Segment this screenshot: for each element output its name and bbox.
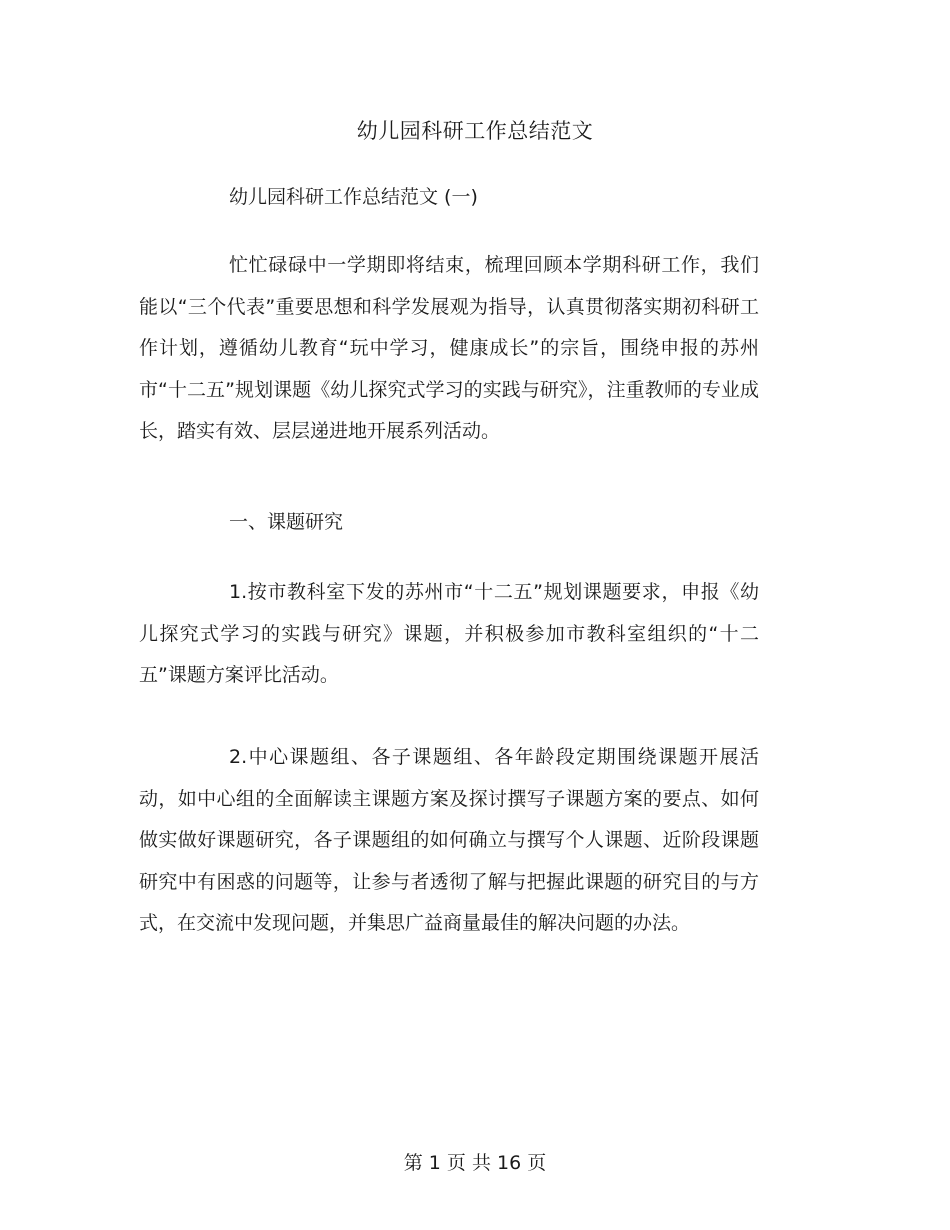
- document-subtitle: 幼儿园科研工作总结范文 (一): [229, 186, 478, 208]
- item-paragraph-2: 2.中心课题组、各子课题组、各年龄段定期围绕课题开展活动，如中心组的全面解读主课题方案及探讨撰写子课题方案的要点、如何做实做好课题研究，各子课题组的如何确立与撰写个人课题、近阶段课题研究中有困惑的问题等，让参与者透彻了解与把握此课题的研究目的与方式，在交流中发现问题，并集思广益商量最佳的解决问题的办法。: [139, 746, 759, 934]
- item-paragraph-1: 1.按市教科室下发的苏州市“十二五”规划课题要求，申报《幼儿探究式学习的实践与研究》课题，并积极参加市教科室组织的“十二五”课题方案评比活动。: [139, 581, 759, 686]
- page-footer: 第 1 页 共 16 页: [403, 1152, 547, 1174]
- intro-paragraph: 忙忙碌碌中一学期即将结束，梳理回顾本学期科研工作，我们能以“三个代表”重要思想和科学发展观为指导，认真贯彻落实期初科研工作计划，遵循幼儿教育“玩中学习，健康成长”的宗旨，围绕申报的苏州市“十二五”规划课题《幼儿探究式学习的实践与研究》，注重教师的专业成长，踏实有效、层层递进地开展系列活动。: [139, 254, 759, 442]
- document-title: 幼儿园科研工作总结范文: [356, 119, 594, 143]
- section-heading: 一、课题研究: [229, 511, 344, 533]
